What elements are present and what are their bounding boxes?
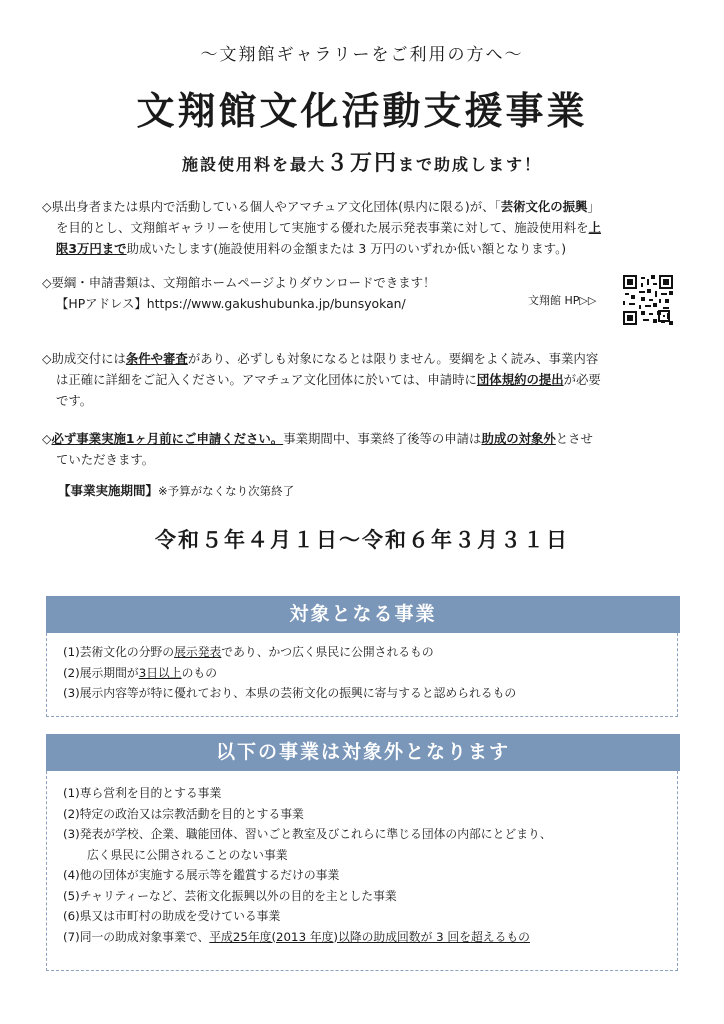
text-bold-underline: 限3万円まで — [56, 241, 127, 256]
text: ◇助成交付には — [42, 351, 126, 366]
text: ていただきます。 — [56, 452, 155, 467]
list-item — [47, 642, 677, 663]
tagline-pre: 施設使用料を最大 — [181, 155, 326, 174]
hp-label: 文翔館 HP▷▷ — [528, 294, 597, 307]
text-bold-underline: 上 — [588, 220, 601, 235]
text: ◇ — [42, 431, 52, 446]
text: (7)同一の助成対象事業で、 — [63, 929, 210, 944]
text: があり、必ずしも対象になるとは限りません。要綱をよく読み、事業内容 — [187, 351, 599, 366]
text: を目的とし、文翔館ギャラリーを使用して実施する優れた展示発表事業に対して、施設使用料を — [56, 220, 589, 235]
list-item — [47, 927, 677, 948]
text-bold: 芸術文化の振興 — [500, 199, 588, 214]
text: が必要 — [563, 372, 601, 387]
period-label — [58, 481, 294, 499]
text: 事業期間中、事業終了後等の申請は — [283, 431, 482, 446]
list-item: 広く県民に公開されることのない事業 — [87, 847, 288, 862]
text: とさせ — [555, 431, 593, 446]
list-item: (3)発表が学校、企業、職能団体、習いごと教室及びこれらに準じる団体の内部にとどまり、 — [63, 827, 552, 841]
list-item — [47, 663, 677, 684]
list-item: (2)特定の政治又は宗教活動を目的とする事業 — [63, 806, 304, 821]
excluded-heading: 以下の事業は対象外となります — [46, 734, 680, 771]
text-bold-underline: 助成の対象外 — [481, 431, 556, 446]
text: であり、かつ広く県民に公開されるもの — [221, 645, 434, 659]
qr-code-icon[interactable] — [623, 275, 673, 325]
download-paragraph — [42, 272, 522, 314]
hp-address-link[interactable]: 【HPアドレス】https://www.gakushubunka.jp/bunsyokan/ — [56, 296, 406, 311]
tagline-amount: ３万円 — [325, 151, 398, 176]
text: のもの — [181, 665, 218, 680]
text: (2)展示期間が — [63, 665, 139, 680]
excluded-list — [46, 771, 678, 971]
download-note: ◇要綱・申請書類は、文翔館ホームページよりダウンロードできます！ — [42, 275, 436, 290]
list-item: (3)展示内容等が特に優れており、本県の芸術文化の振興に寄与すると認められるもの — [63, 686, 517, 700]
period-label-text: 【事業実施期間】 — [58, 483, 159, 498]
text: ◇県出身者または県内で活動している個人やアマチュア文化団体(県内に限る)が、「 — [42, 199, 501, 214]
period-note: ※予算がなくなり次第終了 — [158, 484, 295, 498]
list-item: (4)他の団体が実施する展示等を鑑賞するだけの事業 — [63, 868, 340, 882]
text-underline: 展示発表 — [174, 645, 222, 659]
text: です。 — [56, 393, 93, 408]
list-item: (6)県又は市町村の助成を受けている事業 — [63, 909, 281, 923]
purpose-paragraph — [42, 196, 692, 259]
eligible-list — [46, 633, 678, 717]
list-item: (1)専ら営利を目的とする事業 — [63, 786, 222, 800]
text-bold-underline: 必ず事業実施1ヶ月前にご申請ください。 — [51, 431, 284, 446]
text: (1)芸術文化の分野の — [63, 645, 175, 659]
conditions-paragraph — [42, 348, 692, 411]
text-bold-underline: 条件や審査 — [125, 351, 188, 366]
page-subtitle: ～文翔館ギャラリーをご利用の方へ～ — [200, 45, 524, 65]
text-underline: 平成25年度(2013 年度)以降の助成回数が 3 回を超えるもの — [209, 929, 530, 944]
text-underline: 3日以上 — [138, 665, 182, 680]
period-dates: 令和５年４月１日～令和６年３月３１日 — [155, 528, 569, 552]
list-item: (5)チャリティーなど、芸術文化振興以外の目的を主とした事業 — [63, 888, 397, 903]
text: 助成いたします(施設使用料の金額または 3 万円のいずれか低い額となります。) — [126, 241, 567, 256]
deadline-paragraph — [42, 428, 692, 470]
text: 」 — [587, 199, 600, 214]
page-title: 文翔館文化活動支援事業 — [136, 89, 588, 133]
text-bold-underline: 団体規約の提出 — [476, 372, 564, 387]
eligible-heading: 対象となる事業 — [46, 596, 680, 633]
tagline — [0, 146, 724, 177]
text: は正確に詳細をご記入ください。アマチュア文化団体に於いては、申請時に — [56, 372, 477, 387]
tagline-post: まで助成します！ — [398, 155, 543, 174]
